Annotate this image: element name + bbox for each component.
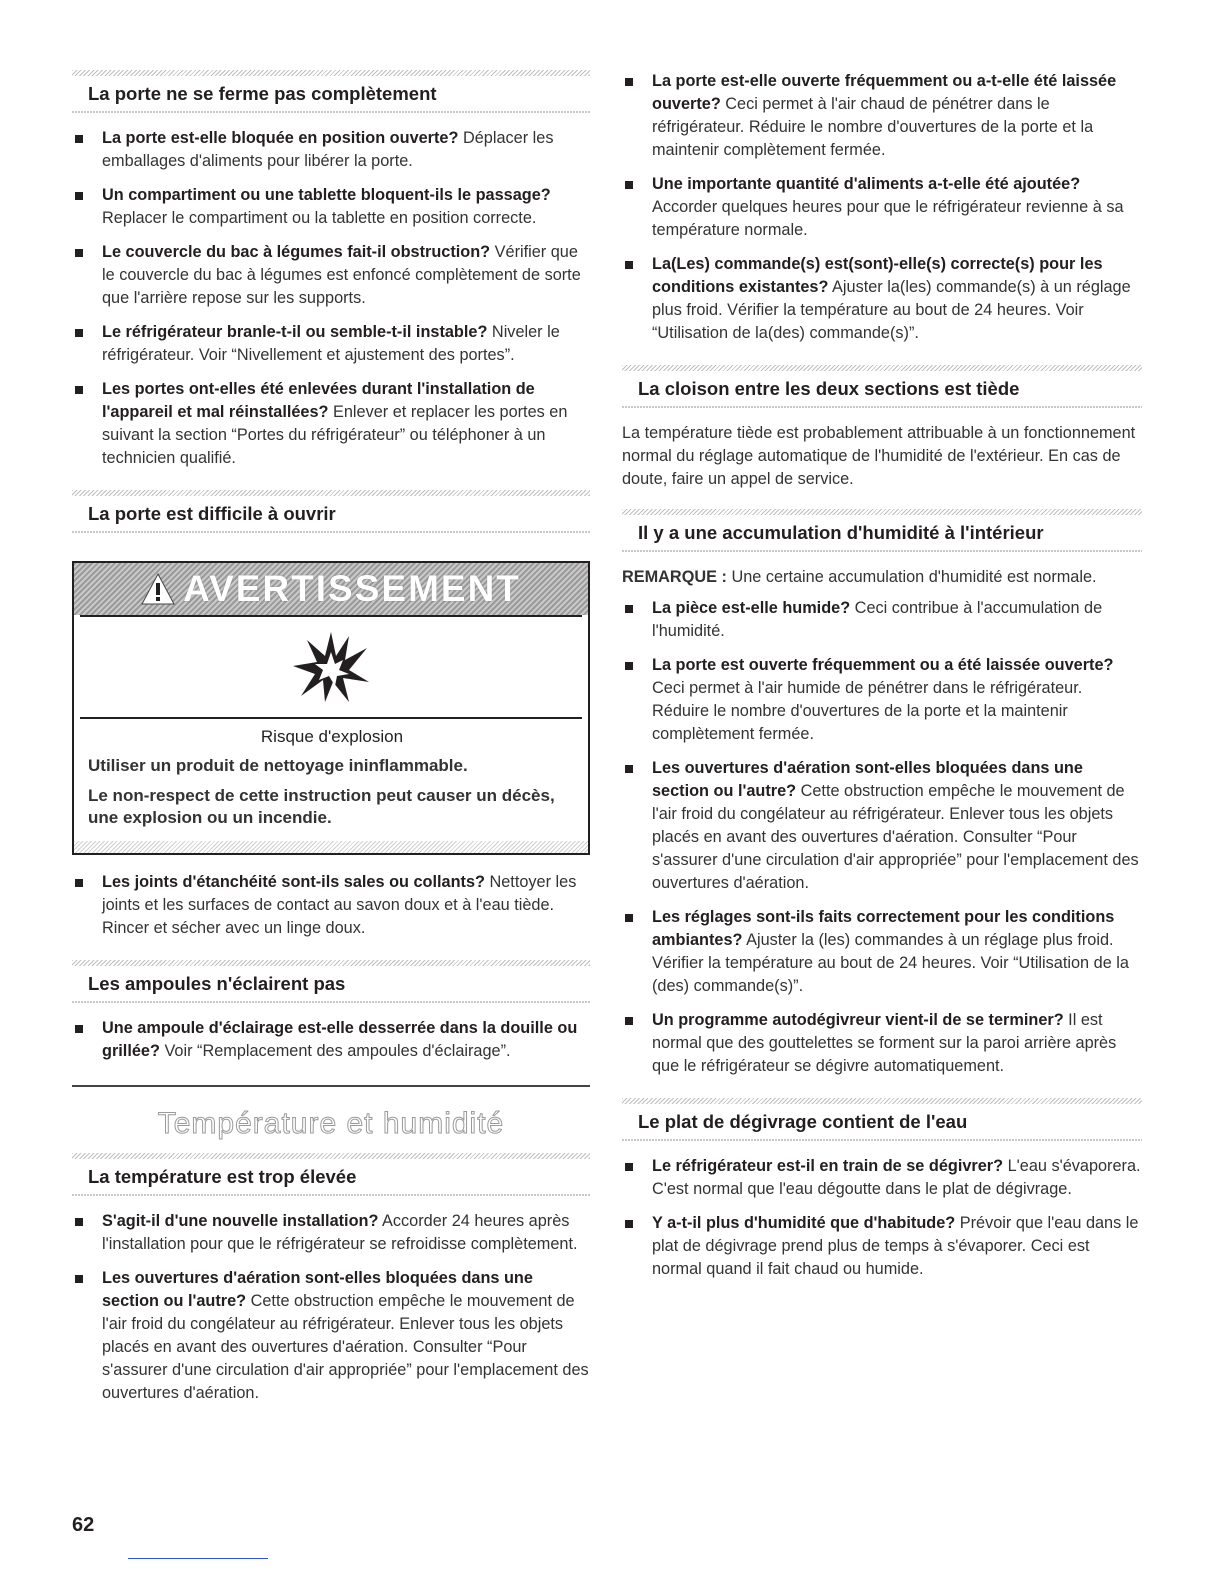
section-header bbox=[622, 509, 1142, 552]
troubleshooting-list bbox=[72, 127, 590, 470]
list-item: S'agit-il d'une nouvelle installation? Accorder 24 heures après l'installation pour que le réfrigérateur se refroidisse complètement. bbox=[72, 1210, 590, 1256]
bullet-icon bbox=[625, 1220, 633, 1228]
section-title: Le plat de dégivrage contient de l'eau bbox=[638, 1111, 968, 1132]
warning-risk: Risque d'explosion bbox=[260, 727, 404, 746]
bullet-icon bbox=[75, 879, 83, 887]
list-item: Un compartiment ou une tablette bloquent-ils le passage? Replacer le compartiment ou la tablette en position correcte. bbox=[72, 184, 590, 230]
bullet-icon bbox=[625, 765, 633, 773]
left-column bbox=[72, 70, 590, 1425]
section-header bbox=[72, 1153, 590, 1196]
bullet-icon bbox=[625, 605, 633, 613]
explosion-icon bbox=[291, 630, 371, 704]
warning-box bbox=[72, 561, 590, 855]
list-item: Les ouvertures d'aération sont-elles bloquées dans une section ou l'autre? Cette obstruction empêche le mouvement de l'air froid du congélateur au réfrigérateur. Enlever tous les objets placés en avant des ouvertures d'aération. Consulter “Pour s'assurer d'une circulation d'air appropriée” pour l'emplacement des ouvertures d'aération. bbox=[72, 1267, 590, 1405]
bullet-icon bbox=[625, 78, 633, 86]
warning-label: AVERTISSEMENT bbox=[183, 568, 521, 609]
section-header bbox=[72, 490, 590, 533]
list-item: Y a-t-il plus d'humidité que d'habitude? Prévoir que l'eau dans le plat de dégivrage prend plus de temps à s'évaporer. Ceci est normal quand il fait chaud ou humide. bbox=[622, 1212, 1142, 1281]
chapter-heading-block bbox=[72, 1085, 590, 1141]
list-item: Une ampoule d'éclairage est-elle desserrée dans la douille ou grillée? Voir “Remplacement des ampoules d'éclairage”. bbox=[72, 1017, 590, 1063]
list-item: Le réfrigérateur est-il en train de se dégivrer? L'eau s'évaporera. C'est normal que l'eau dégoutte dans le plat de dégivrage. bbox=[622, 1155, 1142, 1201]
list-item: Le couvercle du bac à légumes fait-il obstruction? Vérifier que le couvercle du bac à légumes est enfoncé complètement de sorte que l'arrière repose sur les supports. bbox=[72, 241, 590, 310]
troubleshooting-list bbox=[622, 70, 1142, 345]
troubleshooting-list bbox=[72, 1017, 590, 1063]
list-item: La(Les) commande(s) est(sont)-elle(s) correcte(s) pour les conditions existantes? Ajuster la(les) commande(s) à un réglage plus froid. Vérifier la température au bout de 24 heures. Voir “Utilisation de la(des) commande(s)”. bbox=[622, 253, 1142, 345]
note-paragraph bbox=[622, 566, 1142, 589]
warning-text bbox=[80, 719, 582, 841]
bullet-icon bbox=[75, 386, 83, 394]
troubleshooting-list bbox=[622, 1155, 1142, 1281]
bullet-icon bbox=[75, 329, 83, 337]
warning-header bbox=[74, 563, 588, 615]
warning-instruction: Utiliser un produit de nettoyage ininflammable. bbox=[88, 756, 468, 775]
bullet-icon bbox=[75, 249, 83, 257]
list-item: Le réfrigérateur branle-t-il ou semble-t-il instable? Niveler le réfrigérateur. Voir “Nivellement et ajustement des portes”. bbox=[72, 321, 590, 367]
list-item: Les réglages sont-ils faits correctement pour les conditions ambiantes? Ajuster la (les) commandes à un réglage plus froid. Vérifier la température au bout de 24 heures. Voir “Utilisation de la (des) commande(s)”. bbox=[622, 906, 1142, 998]
explosion-icon-area bbox=[80, 615, 582, 719]
section-title: La température est trop élevée bbox=[88, 1166, 357, 1187]
troubleshooting-list bbox=[72, 871, 590, 940]
bullet-icon bbox=[75, 1218, 83, 1226]
note-label: REMARQUE : bbox=[622, 568, 727, 586]
bullet-icon bbox=[75, 1275, 83, 1283]
warning-consequence: Le non-respect de cette instruction peut causer un décès, une explosion ou un incendie. bbox=[88, 786, 555, 827]
section-header bbox=[622, 365, 1142, 408]
section-title: La porte ne se ferme pas complètement bbox=[88, 83, 437, 104]
bullet-icon bbox=[75, 135, 83, 143]
bullet-icon bbox=[625, 261, 633, 269]
bullet-icon bbox=[625, 1163, 633, 1171]
page-number: 62 bbox=[72, 1514, 95, 1536]
bullet-icon bbox=[625, 914, 633, 922]
list-item: Les portes ont-elles été enlevées durant l'installation de l'appareil et mal réinstallées? Enlever et replacer les portes en suivant la section “Portes du réfrigérateur” ou téléphoner à un technicien qualifié. bbox=[72, 378, 590, 470]
list-item: Les ouvertures d'aération sont-elles bloquées dans une section ou l'autre? Cette obstruction empêche le mouvement de l'air froid du congélateur au réfrigérateur. Enlever tous les objets placés en avant des ouvertures d'aération. Consulter “Pour s'assurer d'une circulation d'air appropriée” pour l'emplacement des ouvertures d'aération. bbox=[622, 757, 1142, 895]
bullet-icon bbox=[625, 181, 633, 189]
section-title: Les ampoules n'éclairent pas bbox=[88, 973, 346, 994]
right-column bbox=[622, 70, 1142, 1301]
bullet-icon bbox=[625, 1017, 633, 1025]
list-item: Un programme autodégivreur vient-il de se terminer? Il est normal que des gouttelettes se forment sur la paroi arrière après que le réfrigérateur se dégivre automatiquement. bbox=[622, 1009, 1142, 1078]
paragraph: La température tiède est probablement attribuable à un fonctionnement normal du réglage automatique de l'humidité de l'extérieur. En cas de doute, faire un appel de service. bbox=[622, 424, 1136, 488]
list-item: La porte est-elle bloquée en position ouverte? Déplacer les emballages d'aliments pour libérer la porte. bbox=[72, 127, 590, 173]
note-text: Une certaine accumulation d'humidité est normale. bbox=[726, 568, 1097, 586]
list-item: La pièce est-elle humide? Ceci contribue à l'accumulation de l'humidité. bbox=[622, 597, 1142, 643]
warning-triangle-icon bbox=[141, 572, 175, 606]
section-title: La cloison entre les deux sections est tiède bbox=[638, 378, 1020, 399]
chapter-heading: Température et humidité bbox=[157, 1107, 505, 1140]
troubleshooting-list bbox=[72, 1210, 590, 1405]
section-title: La porte est difficile à ouvrir bbox=[88, 503, 336, 524]
bullet-icon bbox=[75, 1025, 83, 1033]
section-header bbox=[622, 1098, 1142, 1141]
bullet-icon bbox=[75, 192, 83, 200]
section-header bbox=[72, 70, 590, 113]
footer-line bbox=[128, 1558, 268, 1559]
bullet-icon bbox=[625, 662, 633, 670]
list-item: La porte est ouverte fréquemment ou a été laissée ouverte? Ceci permet à l'air humide de pénétrer dans le réfrigérateur. Réduire le nombre d'ouvertures de la porte et la maintenir complètement fermée. bbox=[622, 654, 1142, 746]
section-title: Il y a une accumulation d'humidité à l'intérieur bbox=[638, 522, 1044, 543]
list-item: Une importante quantité d'aliments a-t-elle été ajoutée? Accorder quelques heures pour que le réfrigérateur revienne à sa température normale. bbox=[622, 173, 1142, 242]
list-item: La porte est-elle ouverte fréquemment ou a-t-elle été laissée ouverte? Ceci permet à l'air chaud de pénétrer dans le réfrigérateur. Réduire le nombre d'ouvertures de la porte et la maintenir complètement fermée. bbox=[622, 70, 1142, 162]
list-item: Les joints d'étanchéité sont-ils sales ou collants? Nettoyer les joints et les surfaces de contact au savon doux et à l'eau tiède. Rincer et sécher avec un linge doux. bbox=[72, 871, 590, 940]
troubleshooting-list bbox=[622, 597, 1142, 1078]
section-header bbox=[72, 960, 590, 1003]
